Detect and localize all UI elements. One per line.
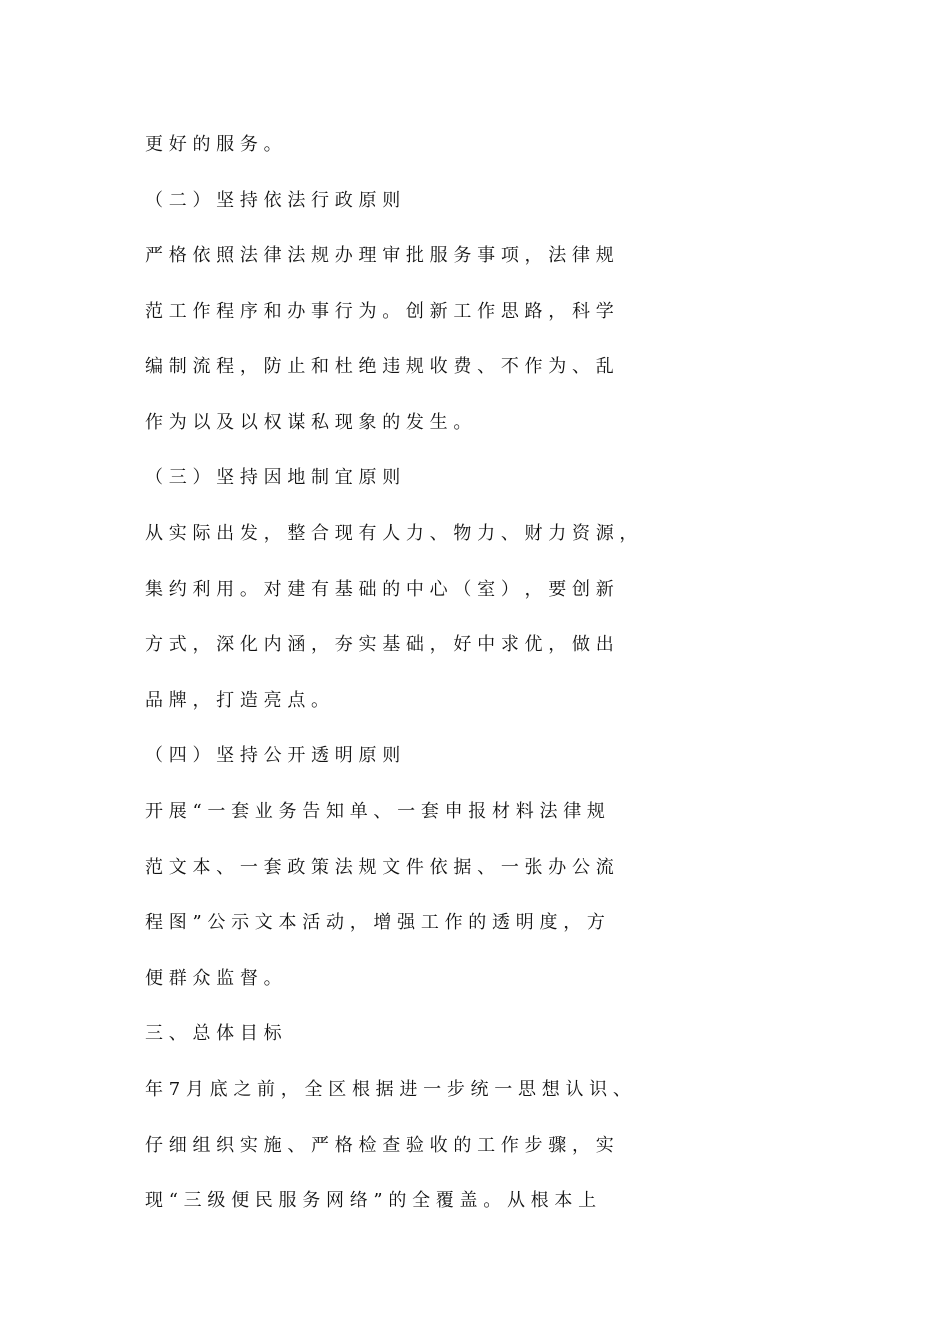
- text-line: 编 制 流 程 ， 防 止 和 杜 绝 违 规 收 费 、 不 作 为 、 乱: [145, 356, 614, 377]
- text-line: 年 7 月 底 之 前 ， 全 区 根 据 进 一 步 统 一 思 想 认 识 、: [145, 1079, 631, 1100]
- section-heading: （ 四 ） 坚 持 公 开 透 明 原 则: [145, 745, 401, 766]
- text-line: 严 格 依 照 法 律 法 规 办 理 审 批 服 务 事 项 ， 法 律 规: [145, 245, 614, 266]
- section-heading: （ 二 ） 坚 持 依 法 行 政 原 则: [145, 190, 401, 211]
- text-line: 便 群 众 监 督 。: [145, 968, 282, 989]
- text-line: 开 展 “ 一 套 业 务 告 知 单 、 一 套 申 报 材 料 法 律 规: [145, 801, 605, 822]
- text-line: 范 文 本 、 一 套 政 策 法 规 文 件 依 据 、 一 张 办 公 流: [145, 857, 614, 878]
- text-line: 现 “ 三 级 便 民 服 务 网 络 ” 的 全 覆 盖 。 从 根 本 上: [145, 1190, 597, 1211]
- text-line: 集 约 利 用 。 对 建 有 基 础 的 中 心 （ 室 ） ， 要 创 新: [145, 579, 614, 600]
- text-line: 方 式 ， 深 化 内 涵 ， 夯 实 基 础 ， 好 中 求 优 ， 做 出: [145, 634, 614, 655]
- text-line: 从 实 际 出 发 ， 整 合 现 有 人 力 、 物 力 、 财 力 资 源 ，: [145, 523, 638, 544]
- section-heading: 三 、 总 体 目 标: [145, 1023, 282, 1044]
- text-line: 范 工 作 程 序 和 办 事 行 为 。 创 新 工 作 思 路 ， 科 学: [145, 301, 614, 322]
- text-line: 品 牌 ， 打 造 亮 点 。: [145, 690, 330, 711]
- text-line: 作 为 以 及 以 权 谋 私 现 象 的 发 生 。: [145, 412, 472, 433]
- section-heading: （ 三 ） 坚 持 因 地 制 宜 原 则: [145, 467, 401, 488]
- text-line: 更 好 的 服 务 。: [145, 134, 282, 155]
- text-line: 仔 细 组 织 实 施 、 严 格 检 查 验 收 的 工 作 步 骤 ， 实: [145, 1135, 614, 1156]
- text-line: 程 图 ” 公 示 文 本 活 动 ， 增 强 工 作 的 透 明 度 ， 方: [145, 912, 605, 933]
